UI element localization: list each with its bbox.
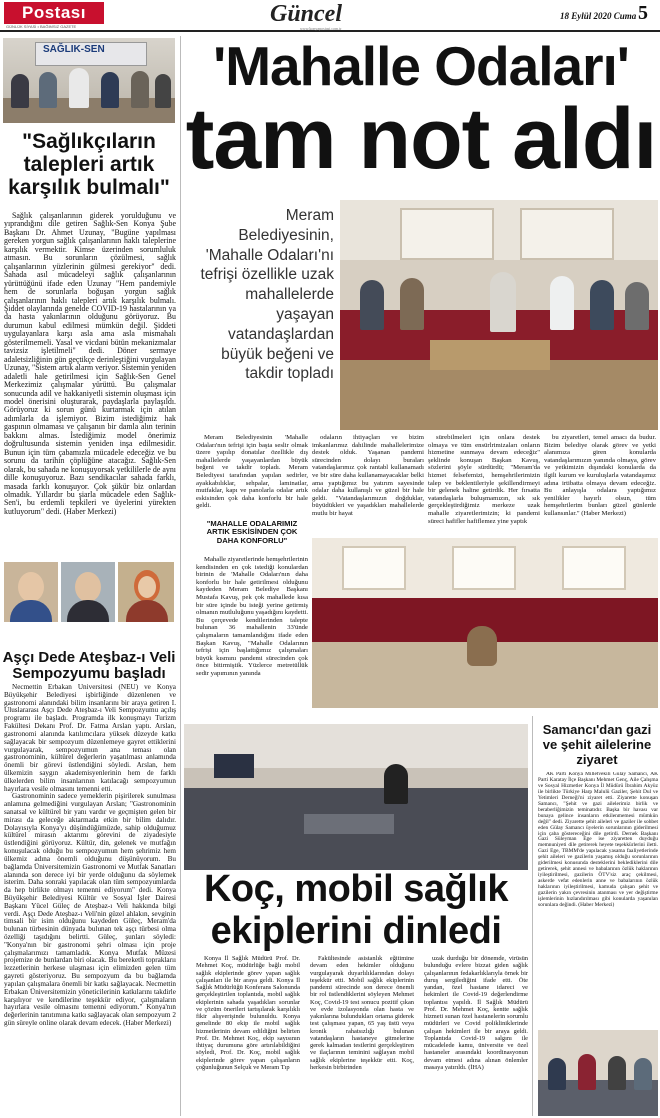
paragraph: Gastronominin sadece yemeklerin pişirilerek sunulması anlamına gelmediğini vurgulayan Arslan; "Gastronominin sanatsal ve kültürel bir yanı vardır ve geçmişten gelen bir mirası da geleceğe aktarmada etkin bir bilim dalıdır. Dolayısıyla Konya'yı düşündüğümüzde, sahip olduğumuz kültürel mirasın aktarımı görevini de ziyadesiyle üstlendiğini görüyoruz. Kültür, din, gelenek ve mutfağın konuşulacak olduğu bu sempozyumun hem şehrimiz hem ülkemiz adına önemli olduğunu düşünüyorum. Bu bağlamda Üniversitemizin Gastronomi ve Mutfak Sanatları alanında son derece iyi bir yerde olduğunu da söylemek isterim. Daha sonraki yapılacak olan tüm sempozyumlarda da hep birlikte olmayı temenni ediyorum" dedi. Konya Büyükşehir Belediyesi Kültür ve Sosyal İşler Dairesi Başkanı Yücel Güleç de Ateşbaz-ı Veli hakkında bilgi verdi. Aşçı Dede Ateşbaz-ı Veli'nin güzel ahlakın, sevginin timsali bir isim olduğunu kaydeden Güleç, Meram'da bulunan türbesinin dünyada bulunan tek aşçı türbesi olma özelliği taşıdığını belirtti. Güleç, şunları söyledi: "Konya'nın bir gastronomi şehri olması için proje çalışmalarımızı tamamladık. Konya Mutfak Müzesi projemize de bunlardan biri olacak. Bu bereketli topraklarıı lezzetlerinin herkese ulaşması için elimizden gelen tüm gayreti gösteriyoruz. Bu sempozyum da bu bağlamda yapılan çalışmalara önemli bir katkı sağlayacak. Necmettin Erbakan Üniversitemizin yöneticilerinin katkılarını takdirle karşılıyor ve kendilerine teşekkür ediyor, çalışmaların hayırlara vesile olmasını temenni ediyorum." Konya'nın değerlerinin tanıtımına katkı sağlayacak olan sempozyum 2 gün süreyle online olarak devam edecek. (Haber Merkezi) — [4, 792, 176, 1027]
paragraph: Sağlık çalışanlarının giderek yorulduğunu ve yıprandığını dile getiren Sağlık-Sen Konya Şube Başkanı Dr. Ahmet Uzunay, "Bugüne yapılması gereken yorgun sağlık çalışanlarının haklı taleplerine karşılık vermektir. Kimse üzerinden sorumluluk atmasın. Bu sorunların çözülmesi, sağlık çalışanlarının yüzlerinin gülmesi gerekiyor" dedi. Sahada asıl mücadeleyi sağlık çalışanlarının yürüttüğünü ifade eden Uzunay "Hem pandemiyle hem de sorunlarla boğuşan yorgun sağlık çalışanlarının haklı talepleri artık karşılık bulmalı. Şiddet olaylarında genelde COVID-19 hastalarının ya da hasta yakınlarının olduğunu görüyoruz. Bu durumun kabul edilmesi mümkün değil. Şiddeti uygulayanlara karşı asla ama asla mismahalı gösterilmemeli. Yasal ve vicdani bütün mekanizmalar tavizsiz işletilmeli" dedi. Döner sermaye adaletsizliğinin gün geçtikçe derinleştiğini vurgulayan Uzunay, "Sistem artık alarm veriyor. Sistemin yeniden adaletli hale getirilmesi için Sağlık-Sen Genel Merkezimiz çalışmalar yürüttü. Bu çalışmalar sonucunda adil ve hakkaniyetli sistemin oluşması için model önerisini oluşturarak, paydaşlarla paylaşıldı. Görüyoruz ki sorun günü kurtarmak için atılan adımlarla da işlemiyor. Bizim istediğimiz hak gaspının olmaması ve çalışanın bir damla alın terinin bakkını almas. İstediğimiz model önerimiz doğrultusunda sistemin yeniden inşa edilmesidir. Bunun için tüm çabamızla mücadele edeceğiz ve bu sorunu da tarihin çöplüğüne atacağız. Sağlık-Sen olarak, bu sahada ne konuşuyorsak yetkililerle de aynı dille konuşuyoruz. Bazı sendikacılar sahada farklı, masada farklı konuşuyor. Çok şükür biz onlardan olmadık. Yıllardır bu şiarla mücadele eden Sağlık-Sen'i, bu erdemli tepkileri ve üyelerini yürekten kutluyorum" dedi. (Haber Merkezi) — [4, 212, 176, 516]
koc-meeting-photo — [184, 724, 528, 870]
site-url: www.konyapostasi.com.tr — [300, 26, 342, 31]
health-body — [4, 212, 176, 542]
logo-tagline: GÜNLÜK SİYASİ • BAĞIMSIZ GAZETE — [6, 24, 77, 29]
mahalle-col4: bu ziyaretleri, temel amacı da budur. Bizim belediye olarak görev ve yetki alanımıza giren konularda vatandaşlarımızın yanında olmaya, görev ve yetkimizin dışındaki konularda da ilgili kurum ve kuruluşlarla vatandaşımız adına irtibatta olmaya devam edeceğiz. Bu anlayışla odalara yaptığımız yenilikler hayırlı olsun, tüm hemşehrilerim bunları güzel günlerde kullansınlar." (Haber Merkezi) — [544, 434, 656, 517]
samanci-headline: Samancı'dan gazi ve şehit ailelerine ziyaret — [542, 722, 652, 767]
samanci-visit-photo — [538, 1030, 658, 1116]
mahalle-col2: odaların ihtiyaçları ve bizim imkanlarımız dahilinde mahallelerimize destek olduk. Yaşanan pandemi sürecinden dolayı buraları vatandaşlarımız çok rantabl kullanamadı ve bir süre daha kullanamayacaklar belki ama yaptığımız bu yatırım sayesinde odalar daha kullanışlı ve güzel bir hale geldi. "Vatandaşlarımızın doğduklar, büyüdükleri ve yaşadıkları mahallelerde mutlu bir hayat — [312, 434, 424, 517]
column-divider — [180, 36, 181, 1116]
sidebar-divider — [532, 716, 533, 1116]
samanci-body: AK Parti Konya Milletvekili Gülay Samancı, AK Parti Karatay İlçe Başkanı Mehmet Genç, Aile Çalışma ve Sosyal Hizmetler Konya İl Müdürü İbrahim Akyüz ile birlikte Türkiye Harp Malulü Gaziler, Şehit Dul ve Yetimleri Derneği'ni ziyaret etti. Ziyarette konuşan Samancı, "Şehit ve gazi ailelerimiz birlik ve beraberliğimizin teminatıdır. Başka bir havası var bunaya gelince insanların etkilenmemesi mümkün değil" dedi. Ziyarette şehit aileleri ve gaziler ile sohbet eden Gülay Samancı üyelerin sorunlarının giderilmesi için çaba göstereceğini dile getirdi. Dernek Başkanı Gazi Süleyman Ege ise ziyaretten duyduğu memnuniyeti dile getirerek heyete teşekkürlerini iletti. Gazi Ege, TBMM'de yapılacak yasama faaliyetlerinde şehit aileleri ve gazilerin yaşamış olduğu sorunlarının giderilmesi konusunda desteklerini beklediklerini dile getirerek, şehit annesi ve babalarının özlük haklarının iyileştirilmesi, gazilerin ÖTV'siz araç çekilmesi, askerde vefat edenlerin anne ve babalarının özlük haklarının iyileştirilmesi, kamuda çalışan şehit ve gazilerin yakın çevresinin atanması ve yer değiştirme işlemlerinin hızlandırılması gibi konularda yaşanılan sorunlara değindi. (Haber Merkezi) — [538, 772, 658, 908]
speaker-photo-1 — [4, 562, 58, 622]
koc-headline: Koç, mobil sağlık ekiplerini dinledi — [203, 868, 509, 952]
koc-col1: Konya İl Sağlık Müdürü Prof. Dr. Mehmet Koç, müdürlüğe bağlı mobil sağlık ekiplerinde görev yapan sağlık çalışanları ile bir araya geldi. Konya İl Sağlık Müdürlüğü Konferans Salonunda gerçekleştirilen toplantıda, mobil sağlık ekiplerinin sahada yaşadıkları sorunlar ve çözüm önerileri tartışılarak karşılıklı fikir alışverişinde bulunuldu. Konya genelinde 80 ekip ile mobil sağlık hizmetlerinin devam edildiğini belirten Prof. Dr. Mehmet Koç, ekip sayısının ihtiyaç durumuna göre artırılabildiğini söyledi, Prof. Dr. Koç, mobil sağlık ekiplerinde görev yapan çalışanların çoğunluğunun Selçuk ve Meram Tıp — [196, 955, 300, 1071]
speaker-photo-2 — [61, 562, 115, 622]
section-title: Güncel — [270, 1, 342, 27]
mahalle-headline-line1: 'Mahalle Odaları' — [213, 35, 629, 97]
mahalle-subhead: "MAHALLE ODALARIMIZ ARTIK ESKİSİNDEN ÇOK DAHA KONFORLU" — [206, 519, 298, 545]
mahalle-col1b: Mahalle ziyaretlerinde hemşehrilerinin kendisinden en çok istediği konulardan birinin de 'Mahalle Odaları'nın daha konforlu bir hale getirilmesi olduğunu kaydeden Meram Belediye Başkanı Mustafa Kavuş, pek çok mahallede kısa bir süre içinde bu isteği yerine getirmiş olmanın mutluluğunu yaşadığını kaydetti. Bu çerçevede kendilerinden talepte bulunan 36 mahallenin 33'ünde çalışmaların tamamlandığını ifade eden Başkan Kavuş, "Mahalle Odalarının tefrişi için başlattığımız çalışmaları büyük kısmını pandemi sürecinden çok önce bitirmiştik. Yüzlerce metretüllük sedir yapımının yanında — [196, 556, 308, 677]
mahalle-sofa-photo — [312, 538, 658, 708]
koc-col3: uzak durduğu bir dönemde, virüsün bulunduğu evlere bizzat giden sağlık çalışanlarının fedakarlıklarıyla örnek bir duruş sergilediğini ifade etti. Öte yandan, özel hastane idareci ve hekimleri ile Covid-19 değerlendirme toplantısı yapıldı. İl Sağlık Müdürü Prof. Dr. Mehmet Koç, kentte sağlık hizmeti sunan özel hastanelerin sorumlu müdürleri ve Covid polikliniklerinde çalışan hekimleri ile bir araya geldi. Toplantıda Covid-19 salgını ile mücadelede kamu, üniversite ve özel hastaneler arasındaki koordinasyonun devam etmesi adına alınan önlemler masaya yatırıldı. (İHA) — [424, 955, 528, 1071]
issue-date: 18 Eylül 2020 Cuma — [560, 11, 637, 21]
asci-headline: Aşçı Dede Ateşbaz-ı Veli Sempozyumu başladı — [2, 649, 176, 682]
mahalle-col3: sürebilmeleri için onlara destek olmaya ve tüm ensürlrimizaları onların hizmetine sunmaya devam edeceğiz" şeklinde konuşan Başkan Kavuş, sözlerini şöyle sürdürdü; "Meram'da hizmet felsefemizi, hemşehrilerimizin talep ve beklentileriyle şekillendirmeyi bir gelenek haline getirdik. Her fırsatta vatandaşlarla buluşmamızın, sık sık gerçekleştirdiğimiz merkeze uzak mahalle ziyaretlerimizin; ki pandemi süreci hafifler hafiflemez yine yaptık — [428, 434, 540, 525]
page-number: 5 — [638, 2, 648, 24]
health-meeting-photo — [3, 38, 175, 123]
newspaper-logo[interactable]: Postası — [4, 2, 104, 24]
banner-text: SAĞLIK-SEN — [43, 44, 105, 55]
speaker-photo-3 — [118, 562, 174, 622]
asci-body — [4, 684, 176, 1116]
health-headline: "Sağlıkçıların talepleri artık karşılık bulmalı" — [8, 130, 170, 199]
mahalle-headline-line2: tam not aldı — [185, 91, 657, 187]
mahalle-room-photo — [340, 200, 658, 430]
paragraph: Necmettin Erbakan Üniversitesi (NEÜ) ve Konya Büyükşehir Belediyesi işbirliğinde düzenlenen ve gastronomi alanındaki bilim insanlarını bir araya getiren I. Uluslararası Aşçı Dede Ateşbaz-ı Veli Sempozyumu açılış programı ile başladı. Programda ilk konuşmayı Turizm Fakültesi Dekanı Prof. Dr. Fatma Arslan yaptı. Arslan, gastronomi alanında katılımcılara yüksek düzeyde katkı sağlayacak bir sempozyum düzenlemeye gayret ettiklerini vurgulayarak, sempozyumun ana teması olan gastronominin, kültürel değerlerin yaşatılması anlamında önemli bir görevi üstlendiğini söyledi. Arslan, hem ülkemizin saygın akademisyenlerinin hem de farklı ülkelerden bilim insanlarının katılacağı sempozyumun hayırlara vesile olmasını temenni etti. — [4, 684, 176, 793]
mahalle-col1: Meram Belediyesinin 'Mahalle Odaları'nın tefrişi için başta seslir olmak üzere yapılıp donatılar özellikle dış mahallelerde yaşayanlardan büyük beğeni ve takdir topladı. Meram Belediyesi tarafından yapılan sedirler, ayakkabılıklar, sehpalar, laminatlar, mutfaklar, kapı ve panolarla odalar artık eskisinden çok daha konforlu bir hale geldi. — [196, 434, 308, 510]
mahalle-deck: Meram Belediyesinin, 'Mahalle Odaları'nı tefrişi özellikle uzak mahallelerde yaşayan vatandaşlardan büyük beğeni ve takdir topladı — [200, 207, 334, 383]
koc-col2: Fakültesinde asistanlık eğitimine devam eden hekimler olduğunu vurgulayarak duyarlılıklarından dolayı teşekkür etti. Mobil sağlık ekiplerinin pandemi sürecinde son derece önemli bir rol üstlendiklerini söyleyen Mehmet Koç, Covid-19 test sonucu pozitif çıkan ve evde izolasyonda olan hasta ve yakınlarına bulundukları ortama giderek test çalışması yapan, 65 yaş üstü veya kronik rahatsızlığı bulunan vatandaşların hastaneye gitmelerine gerek kalmadan testlerini gerçekleştiren ve ilaçlarının teminini sağlayan mobil sağlık ekiplerine teşekkür etti. Koç, herkesin birbirinden — [310, 955, 414, 1071]
